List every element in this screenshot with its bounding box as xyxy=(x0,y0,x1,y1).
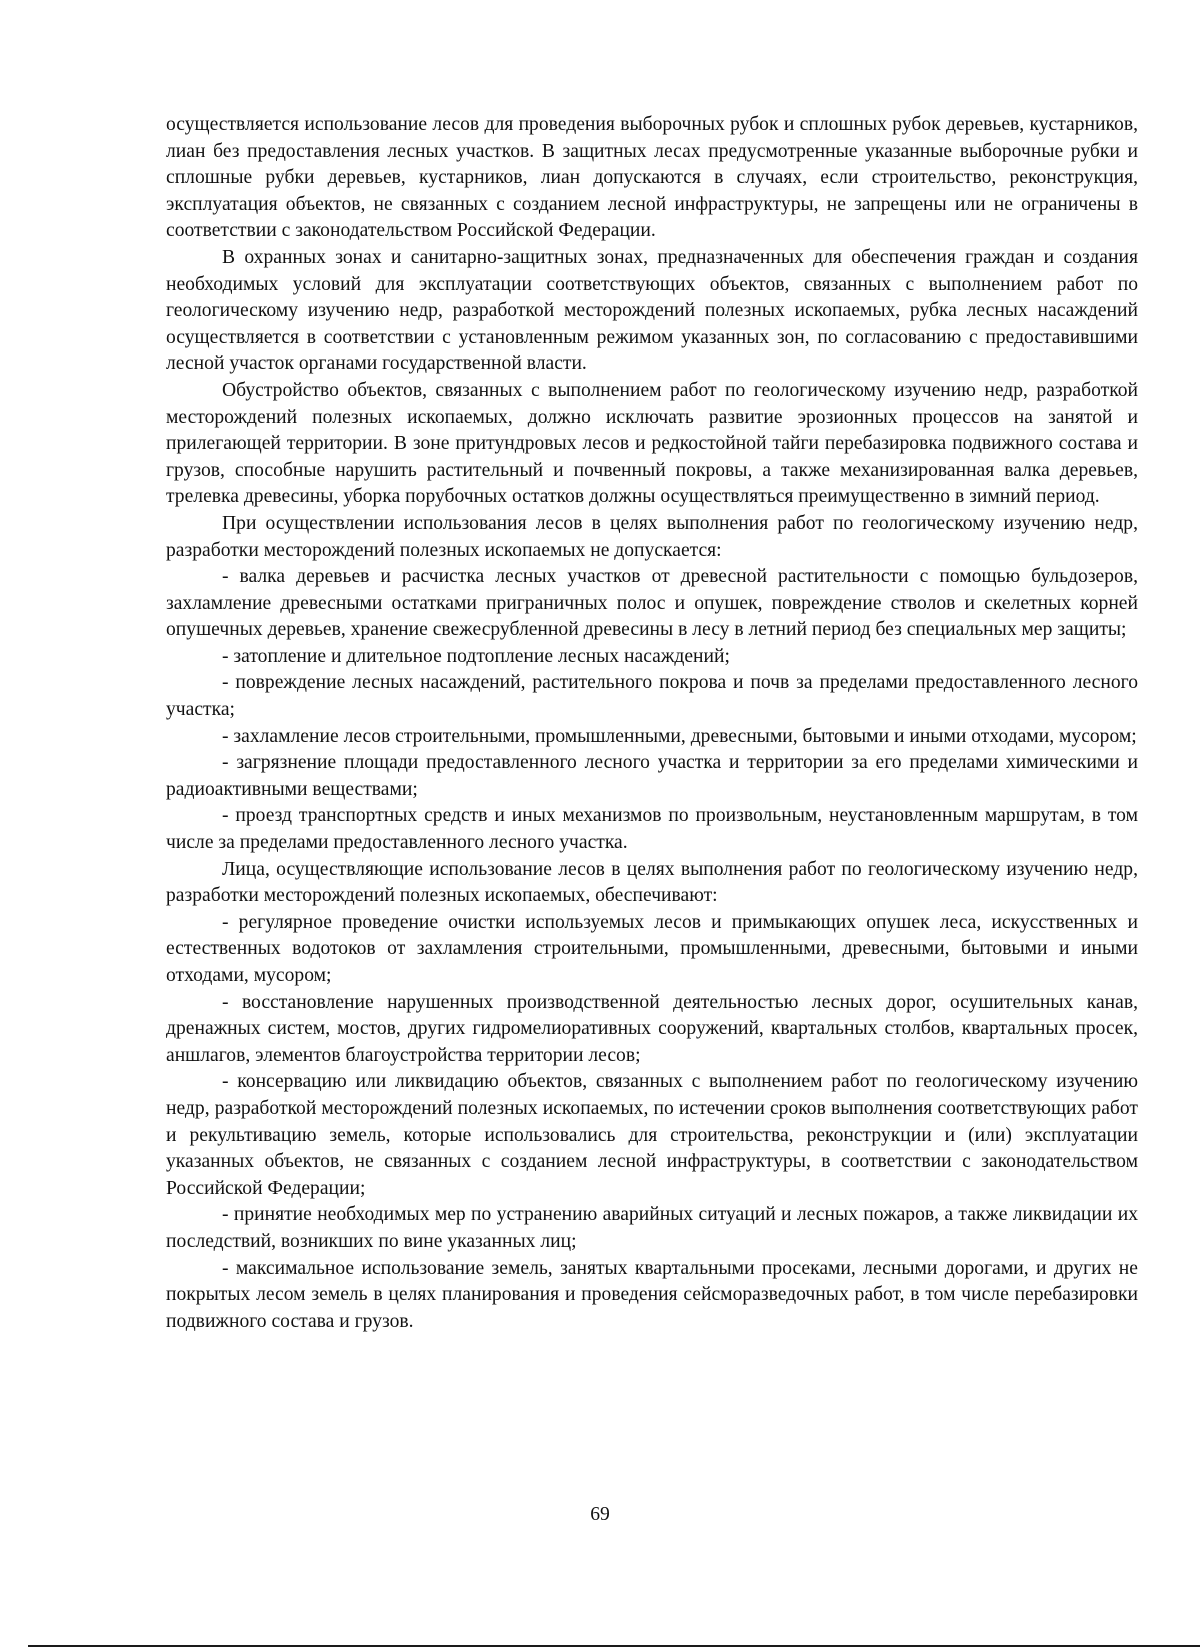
paragraph-1: осуществляется использование лесов для проведения выборочных рубок и сплошных рубок деревьев, кустарников, лиан без предоставления лесных участков. В защитных лесах предусмотренные указанные выборочные рубки и сплошные рубки деревьев, кустарников, лиан допускаются в случаях, если строительство, реконструкция, эксплуатация объектов, не связанных с созданием лесной инфраструктуры, не запрещены или не ограничены в соответствии с законодательством Российской Федерации. xyxy=(166,114,1138,242)
list-item-duty-1: - регулярное проведение очистки используемых лесов и примыкающих опушек леса, искусственных и естественных водотоков от захламления строительными, промышленными, древесными, бытовыми и иными отходами, мусором; xyxy=(166,911,1138,986)
list-item-prohibited-2: - затопление и длительное подтопление лесных насаждений; xyxy=(222,645,730,667)
paragraph-5: Лица, осуществляющие использование лесов в целях выполнения работ по геологическому изучению недр, разработки месторождений полезных ископаемых, обеспечивают: xyxy=(166,858,1138,907)
body-text xyxy=(166,112,1138,1335)
page-number: 69 xyxy=(590,1504,610,1525)
list-item-duty-3: - консервацию или ликвидацию объектов, связанных с выполнением работ по геологическому изучению недр, разработкой месторождений полезных ископаемых, по истечении сроков выполнения соответствующих работ и рекультивацию земель, которые использовались для строительства, реконструкции и (или) эксплуатации указанных объектов, не связанных с созданием лесной инфраструктуры, в соответствии с законодательством Российской Федерации; xyxy=(166,1071,1138,1199)
list-item-prohibited-4: - захламление лесов строительными, промышленными, древесными, бытовыми и иными отходами, мусором; xyxy=(222,725,1137,747)
list-item-prohibited-3: - повреждение лесных насаждений, растительного покрова и почв за пределами предоставленного лесного участка; xyxy=(166,672,1138,721)
paragraph-3: Обустройство объектов, связанных с выполнением работ по геологическому изучению недр, разработкой месторождений полезных ископаемых, должно исключать развитие эрозионных процессов на занятой и прилегающей территории. В зоне притундровых лесов и редкостойной тайги перебазировка подвижного состава и грузов, способные нарушить растительный и почвенный покровы, а также механизированная валка деревьев, трелевка древесины, уборка порубочных остатков должны осуществляться преимущественно в зимний период. xyxy=(166,379,1138,508)
list-item-prohibited-1: - валка деревьев и расчистка лесных участков от древесной растительности с помощью бульдозеров, захламление древесными остатками приграничных полос и опушек, повреждение стволов и скелетных корней опушечных деревьев, хранение свежесрубленной древесины в лесу в летний период без специальных мер защиты; xyxy=(166,566,1138,641)
list-item-duty-5: - максимальное использование земель, занятых квартальными просеками, лесными дорогами, и других не покрытых лесом земель в целях планирования и проведения сейсморазведочных работ, в том числе перебазировки подвижного состава и грузов. xyxy=(166,1257,1138,1332)
paragraph-2: В охранных зонах и санитарно-защитных зонах, предназначенных для обеспечения граждан и создания необходимых условий для эксплуатации соответствующих объектов, связанных с выполнением работ по геологическому изучению недр, разработкой месторождений полезных ископаемых, рубка лесных насаждений осуществляется в соответствии с установленным режимом указанных зон, по согласованию с предоставившими лесной участок органами государственной власти. xyxy=(166,246,1138,375)
list-item-duty-4: - принятие необходимых мер по устранению аварийных ситуаций и лесных пожаров, а также ликвидации их последствий, возникших по вине указанных лиц; xyxy=(166,1204,1138,1252)
list-item-duty-2: - восстановление нарушенных производственной деятельностью лесных дорог, осушительных канав, дренажных систем, мостов, других гидромелиоративных сооружений, квартальных столбов, квартальных просек, аншлагов, элементов благоустройства территории лесов; xyxy=(166,991,1138,1066)
list-item-prohibited-5: - загрязнение площади предоставленного лесного участка и территории за его пределами химическими и радиоактивными веществами; xyxy=(166,752,1138,800)
list-item-prohibited-6: - проезд транспортных средств и иных механизмов по произвольным, неустановленным маршрутам, в том числе за пределами предоставленного лесного участка. xyxy=(166,805,1138,854)
paragraph-4: При осуществлении использования лесов в целях выполнения работ по геологическому изучению недр, разработки месторождений полезных ископаемых не допускается: xyxy=(166,512,1138,561)
bottom-divider xyxy=(28,1645,1200,1647)
